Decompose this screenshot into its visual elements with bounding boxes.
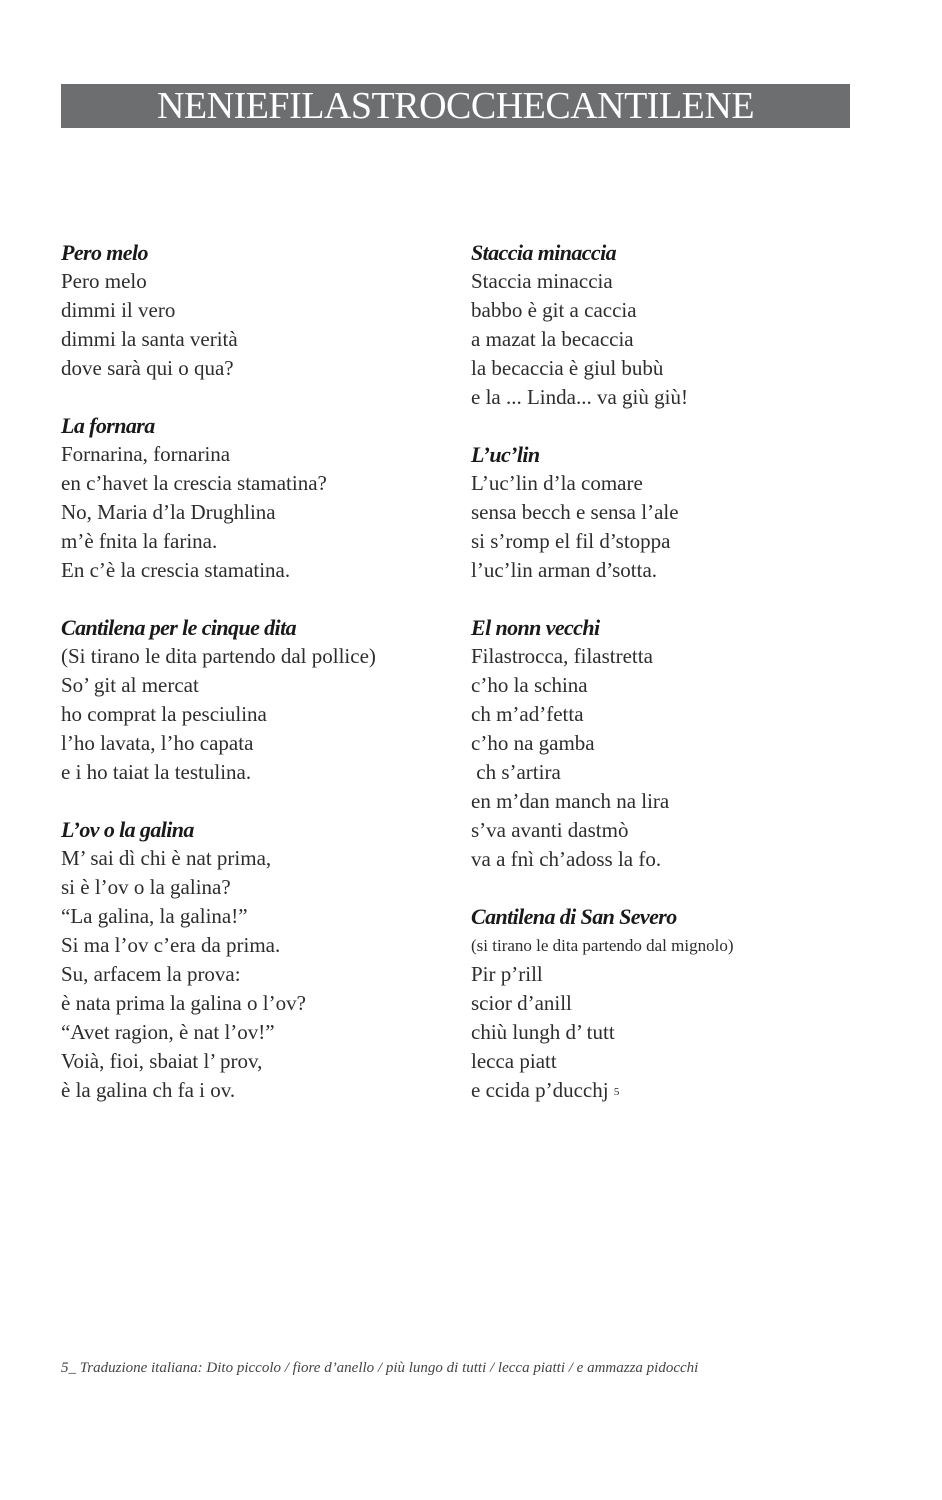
poem-line: (Si tirano le dita partendo dal pollice) [61,644,376,668]
poem-line: Voià, fioi, sbaiat l’ prov, [61,1049,263,1073]
poem-line: è la galina ch fa i ov. [61,1078,236,1102]
poem-line: è nata prima la galina o l’ov? [61,991,306,1015]
right-column [471,238,871,1133]
poem-line: l’uc’lin arman d’sotta. [471,558,658,582]
poem-title: Pero melo [61,240,148,265]
poem-line: si è l’ov o la galina? [61,875,231,899]
poem-line: c’ho na gamba [471,731,595,755]
poem-line: Staccia minaccia [471,269,613,293]
poem-line: chiù lungh d’ tutt [471,1020,615,1044]
poem-line: “La galina, la galina!” [61,904,248,928]
poem-title: La fornara [61,413,155,438]
poem-line: Su, arfacem la prova: [61,962,241,986]
poem-line: Fornarina, fornarina [61,442,231,466]
poem-line-with-footnote [471,1076,871,1105]
poem-line: ch s’artira [471,760,561,784]
poem-line: e la ... Linda... va giù giù! [471,385,688,409]
poem-line: So’ git al mercat [61,673,199,697]
poem-line: l’ho lavata, l’ho capata [61,731,254,755]
poem-line: L’uc’lin d’la comare [471,471,643,495]
poem-title: L’uc’lin [471,442,540,467]
poem-line: Pir p’rill [471,962,543,986]
poem-line: M’ sai dì chi è nat prima, [61,846,272,870]
poem-el-nonn-vecchi [471,613,871,874]
poem-pero-melo [61,238,461,383]
poem-line: lecca piatt [471,1049,557,1073]
poem-line: s’va avanti dastmò [471,818,629,842]
poem-line: a mazat la becaccia [471,327,634,351]
left-column [61,238,461,1133]
poem-lov-o-la-galina [61,815,461,1105]
footnote: 5_ Traduzione italiana: Dito piccolo / fiore d’anello / più lungo di tutti / lecca piatti / e ammazza pidocchi [61,1360,699,1376]
poem-line: No, Maria d’la Drughlina [61,500,276,524]
poem-title: Cantilena per le cinque dita [61,615,296,640]
poem-line: dove sarà qui o qua? [61,356,234,380]
footnote-reference: 5 [613,1086,620,1098]
poem-line: e i ho taiat la testulina. [61,760,252,784]
poem-line: ch m’ad’fetta [471,702,584,726]
poem-title: Staccia minaccia [471,240,616,265]
poem-line: ho comprat la pesciulina [61,702,267,726]
poem-title: L’ov o la galina [61,817,194,842]
poem-note: (si tirano le dita partendo dal mignolo) [471,936,734,955]
poem-cantilena-san-severo [471,902,871,1105]
poem-line: e ccida p’ducchj [471,1078,609,1102]
poem-line: dimmi il vero [61,298,176,322]
poem-cantilena-cinque-dita [61,613,461,787]
poem-line: Pero melo [61,269,147,293]
poem-line: sensa becch e sensa l’ale [471,500,679,524]
poem-line: m’è fnita la farina. [61,529,218,553]
poem-line: Filastrocca, filastretta [471,644,653,668]
poem-luclin [471,440,871,585]
poem-title: Cantilena di San Severo [471,904,677,929]
poem-staccia-minaccia [471,238,871,412]
poem-line: scior d’anill [471,991,572,1015]
poem-line: en c’havet la crescia stamatina? [61,471,327,495]
poem-line: la becaccia è giul bubù [471,356,664,380]
section-banner [61,84,850,128]
page-title: NENIEFILASTROCCHECANTILENE [156,85,755,127]
poem-line: “Avet ragion, è nat l’ov!” [61,1020,275,1044]
poem-line: En c’è la crescia stamatina. [61,558,291,582]
poem-line: c’ho la schina [471,673,588,697]
poem-line: babbo è git a caccia [471,298,637,322]
poem-line: en m’dan manch na lira [471,789,670,813]
poem-line: si s’romp el fil d’stoppa [471,529,671,553]
poem-title: El nonn vecchi [471,615,600,640]
poem-line: va a fnì ch’adoss la fo. [471,847,662,871]
poem-line: dimmi la santa verità [61,327,238,351]
poem-la-fornara [61,411,461,585]
poem-line: Si ma l’ov c’era da prima. [61,933,281,957]
